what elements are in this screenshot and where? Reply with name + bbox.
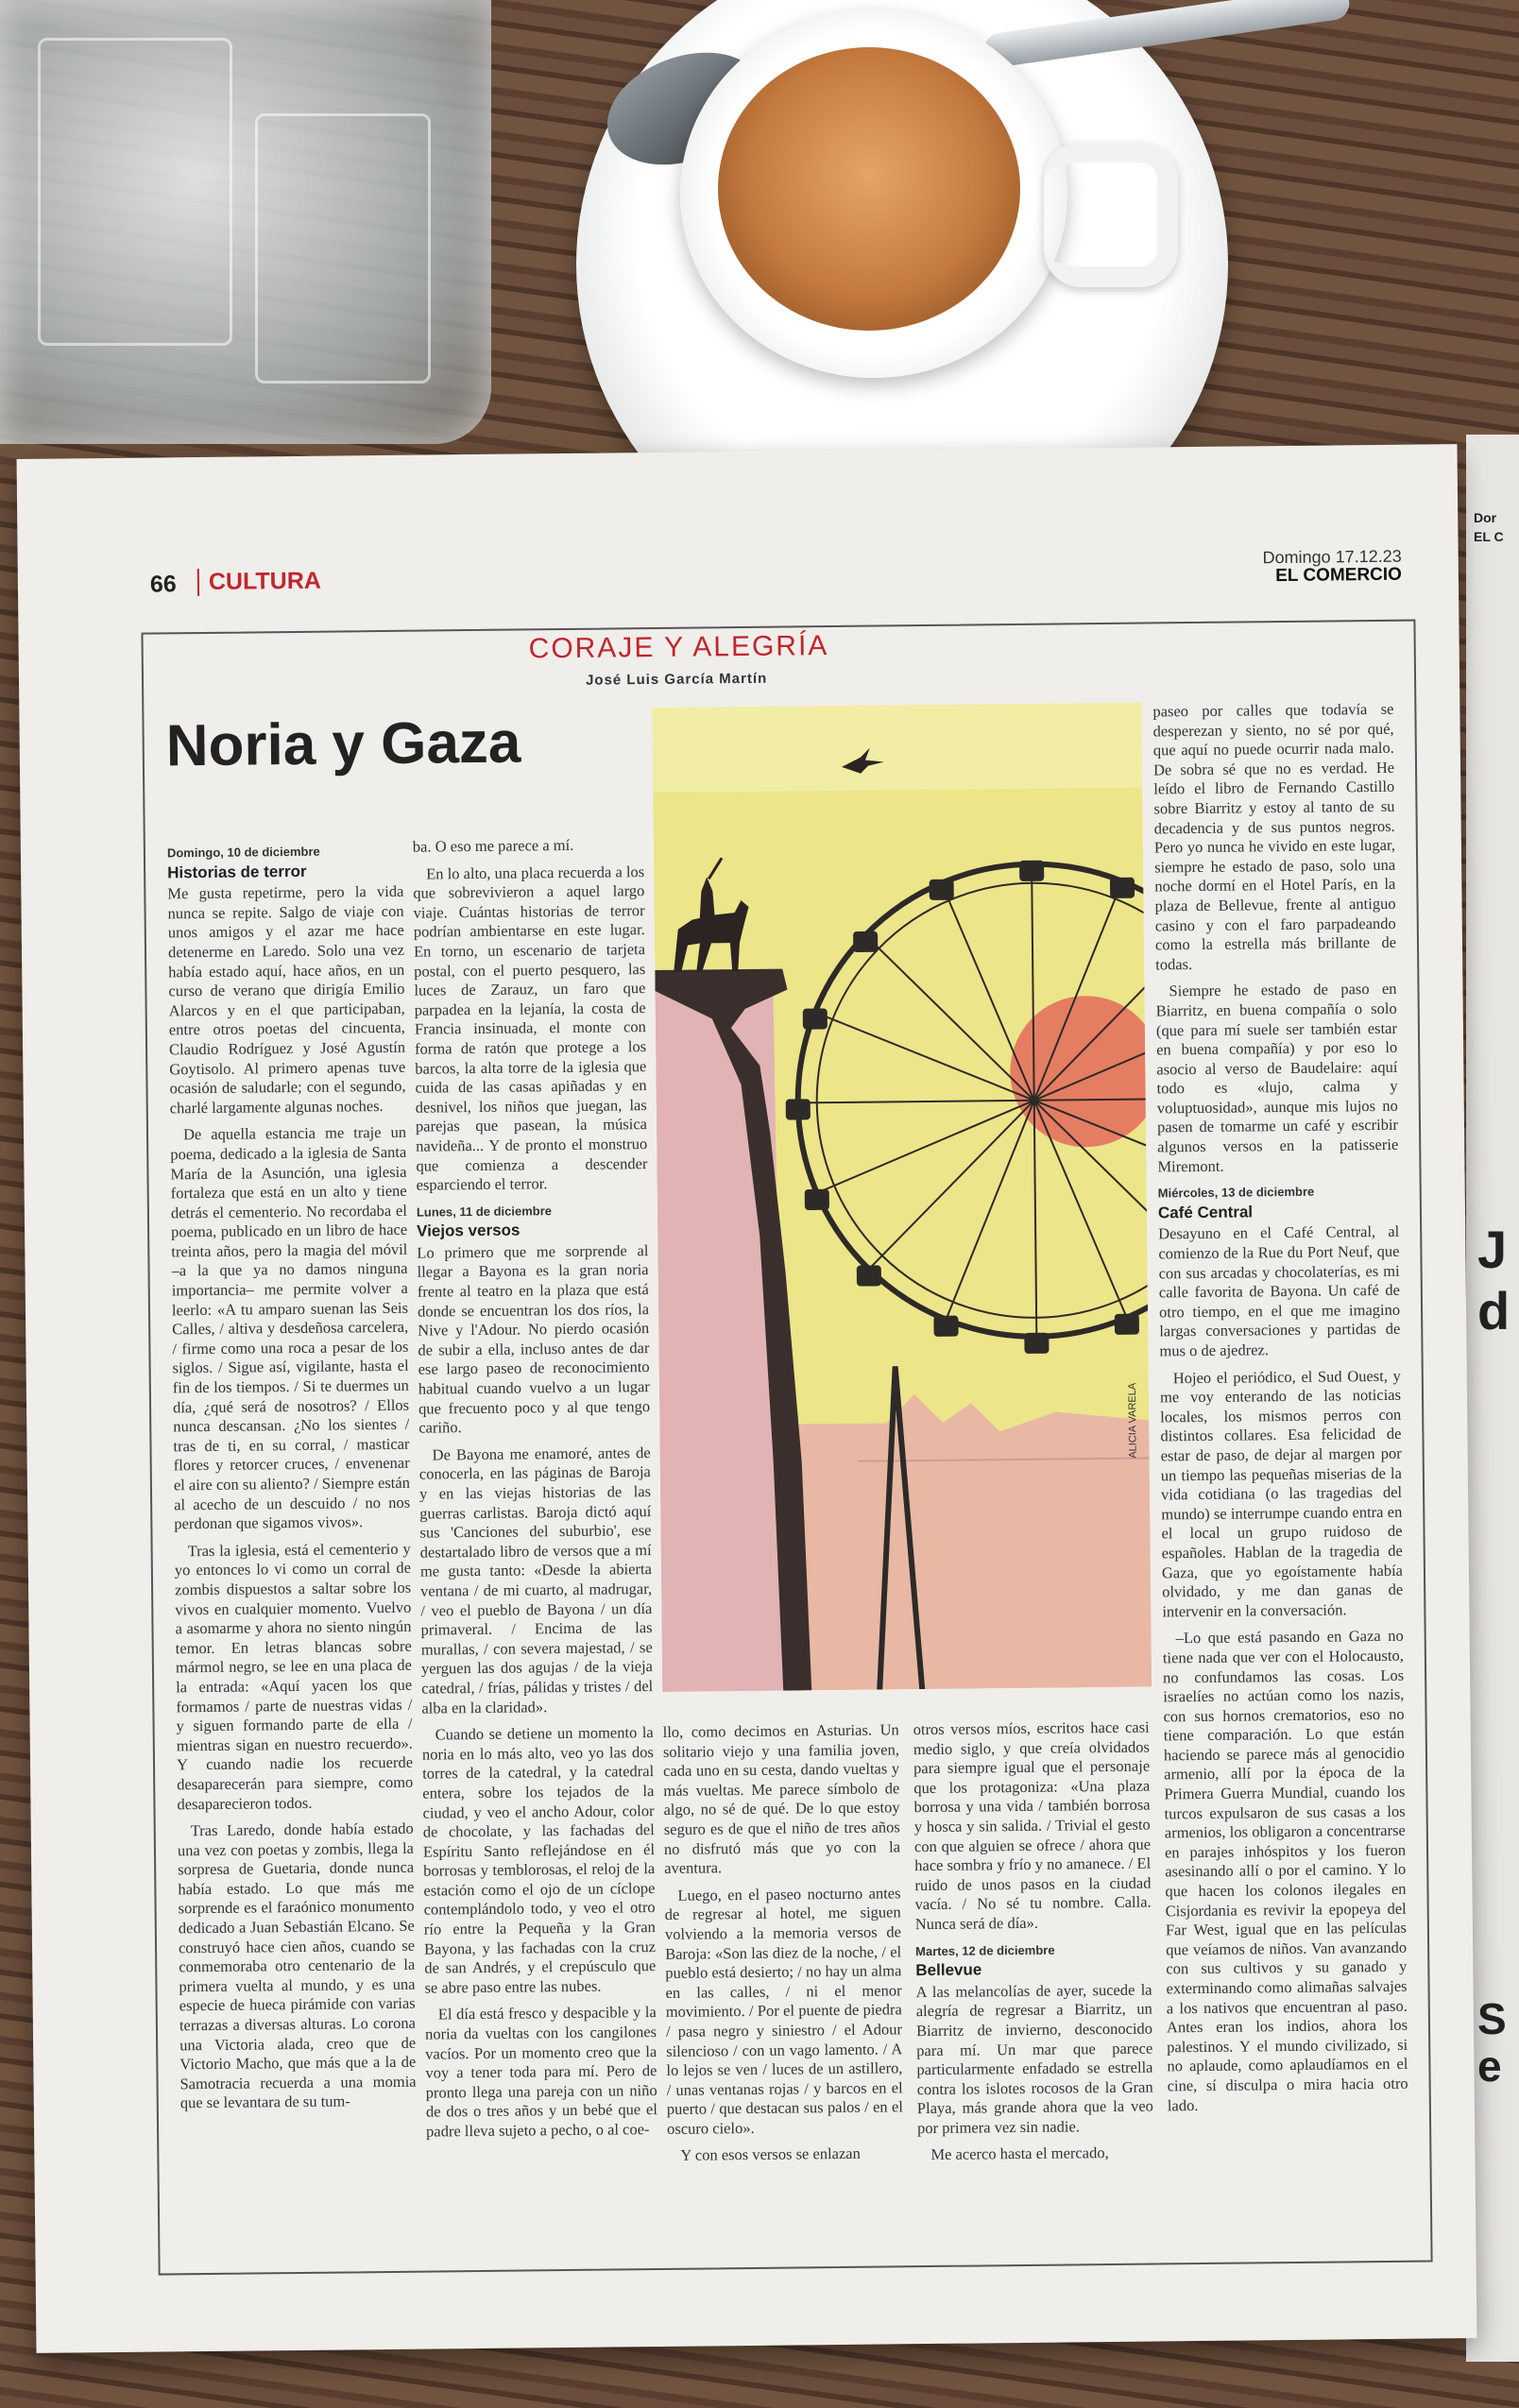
paragraph: A las melancolías de ayer, sucede la alegría de regresar a Biarritz, un Biarritz de invierno, desconocido para mí. Un mar que parece particularmente enfadado se estrella contra los islotes rocosos de la Gran Playa, más grande ahora que la veo por primera vez sin nadie. — [915, 1980, 1153, 2138]
wheel-cabin — [803, 1008, 828, 1029]
paragraph: Cuando se detiene un momento la noria en lo más alto, veo yo las dos torres de la catedral, y la catedral entera, sobre los tejados de la ciudad, y veo el ancho Adour, color de chocolate, y las fachadas del Espíritu Santo reflejándose en él borrosas y temblorosas, el reloj de la estación como el ojo de un cíclope contemplándolo todo, y veo el otro río entre la Pequeña y la Gran Bayona, y las fachadas con la cruz de san Andrés, y el crepúsculo que se abre paso entre las nubes. — [421, 1723, 657, 1997]
paragraph: Luego, en el paseo nocturno antes de regresar al hotel, me siguen volviendo a la memoria versos de Baroja: «Son las diez de la noche, / el pueblo está desierto; / no hay un alma en las calles, / ni el menor movimiento. / Por el puente de piedra / pasa negro y siniestro / el Adour silencioso / con un vago lamento. / A lo lejos se ven / luces de un astillero, / unas ventanas rojas / y barcos en el puerto / que destacan sus palos / en el oscuro cielo». — [664, 1884, 903, 2138]
espresso — [718, 47, 1020, 331]
entry-date: Miércoles, 13 de diciembre — [1157, 1184, 1315, 1201]
glass-facet — [38, 38, 232, 346]
wheel-cabin — [933, 1316, 958, 1337]
newspaper-page — [17, 444, 1477, 2353]
section-name: CULTURA — [197, 568, 321, 596]
paragraph: Siempre he estado de paso en Biarritz, en buena compañía o solo (que para mí suele ser también estar en buena compañía) y por eso lo asocio al verso de Baudelaire: aquí todo es «lujo, calma y voluptuosidad», aunque mis lujos no pasen de tomarme un café y escribir algunos versos en la patisserie Miremont. — [1155, 980, 1399, 1176]
article-column-1 — [167, 838, 418, 2267]
paragraph: De Bayona me enamoré, antes de conocerla, en las páginas de Baroja y en las viejas historias de las guerras carlistas. Baroja dictó aquí sus 'Canciones del suburbio', ese destartalado libro de versos que a mí me gusta tanto: «Desde la abierta ventana / de mi cuarto, al madrugar, / veo el pueblo de Bayona / un día primaveral. / Encima de las murallas, / con severa majestad, / se yerguen las dos agujas / de la vieja catedral, / frías, pálidas y tristes / del alba en la claridad». — [418, 1443, 654, 1717]
wheel-cabin — [786, 1099, 811, 1119]
sky-top — [652, 703, 1142, 793]
next-page-letter: J — [1477, 1220, 1508, 1279]
entry-date: Martes, 12 de diciembre — [915, 1942, 1055, 1958]
next-page-paper: EL C — [1474, 529, 1504, 544]
paper-name: EL COMERCIO — [1275, 564, 1403, 587]
entry-subhead: Viejos versos — [417, 1221, 521, 1240]
paragraph: Hojeo el periódico, el Sud Ouest, y me voy enterando de las noticias locales, los mismos perros con distintos collares. Esa felicidad de estar de paso, de dejar al margen por un tiempo las pequeñas miserias de la vida cotidiana (o las tragedias del mundo) se interrumpe cuando entra en el local un grupo ruidoso de españoles. Hablan de la tragedia de Gaza, que yo egoístamente había olvidado, y me dan ganas de intervenir en la conversación. — [1159, 1366, 1404, 1621]
next-page-header: Dor — [1474, 510, 1497, 525]
wheel-cabin — [1115, 1314, 1139, 1335]
illustration-credit: ALICIA VARELA — [1126, 1382, 1139, 1459]
paragraph: –Lo que está pasando en Gaza no tiene nada que ver con el Holocausto, no confundamos las cosas. Los israelíes no actúan como los nazis, con sus hornos crematorios, eso no tiene comparación. Lo que están haciendo se parece más al genocidio armenio, allí por la época de la Primera Guerra Mundial, cuando los turcos expulsaron de sus casas a los armenios, los obligaron a concentrarse en parajes inhóspitos y los fueron asesinando allí o por el camino. Y lo que hacen los colonos ilegales en Cisjordania es revivir la epopeya del Far West, igual que en las películas que veíamos de niños. Van avanzando con sus cultivos y su ganado y exterminando como alimañas salvajes a los nativos que encuentran al paso. Antes eran los indios, ahora los palestinos. Y el mundo civilizado, si no aplaude, como aplaudíamos en el cine, sí disculpa o mira hacia otro lado. — [1162, 1627, 1408, 2114]
wheel-cabin — [1024, 1333, 1049, 1354]
wheel-cabin — [1110, 878, 1135, 898]
headline: Noria y Gaza — [165, 709, 521, 779]
article-column-3 — [663, 1720, 905, 2262]
paragraph: De aquella estancia me traje un poema, dedicado a la iglesia de Santa María de la Asunción, una iglesia fortaleza que está en un alto y tiene detrás el cementerio. No recordaba el poema, publicado en un libro de hace treinta años, pero la magia del móvil –a la que ya no damos ninguna importancia– me permite volver a leerlo: «A tu amparo suenan las Seis Calles, / altiva y desdeñosa carcelera, / firme como una roca a pesar de los siglos. / Sigue así, vigilante, hasta el fin de los tiempos. / Si te duermes un día, ¿qué será de nosotros? / Ellos nunca descansan. ¿No los sientes / tras de ti, en su corral, / masticar flores y retorcer cruces, / envenenar el aire con su aliento? / Siempre están al acecho de un descuido / no nos perdonan que sigamos vivos». — [170, 1123, 411, 1533]
wheel-cabin — [853, 931, 878, 952]
paragraph: Tras la iglesia, está el cementerio y yo entonces lo vi como un corral de zombis dispuestos a saltar sobre los vivos en cualquier momento. Vuelvo a asomarme y ahora no siento ningún temor. En letras blancas sobre mármol negro, se lee en una placa de la entrada: «Aquí yacen los que formamos / parte de nuestras vidas / y siguen formando parte de ella / mientras sigan en nuestro recuerdo». Y cuando nadie los recuerde desaparecerán para siempre, como desaparecieron todos. — [174, 1539, 414, 1813]
wheel-cabin — [1019, 861, 1044, 881]
paragraph: Lo primero que me sorprende al llegar a Bayona es la gran noria frente al teatro en la plaza que está donde se encuentran los dos ríos, la Nive y l'Adour. No pierdo ocasión de subir a ella, incluso antes de dar ese largo paseo de reconocimiento habitual cuando vuelvo a un lugar que frecuento poco y al que tengo cariño. — [417, 1240, 651, 1437]
paragraph: ba. O eso me parece a mí. — [412, 835, 574, 856]
paragraph: Desayuno en el Café Central, al comienzo de la Rue du Port Neuf, que con sus arcadas y chocolaterías, es mi calle favorita de Bayona. Un café de otro tiempo, en el que me imagino largas conversaciones y partidas de mus o de ajedrez. — [1158, 1222, 1401, 1360]
entry-date: Domingo, 10 de diciembre — [166, 844, 320, 861]
cup-handle — [1044, 142, 1178, 287]
entry-subhead: Historias de terror — [167, 862, 307, 881]
next-page-letter: S — [1477, 1994, 1507, 2043]
paragraph: llo, como decimos en Asturias. Un solitario viejo y una familia joven, cada uno en su cesta, dando vueltas y más vueltas. Me parece símbolo de algo, no sé de qué. De lo que estoy seguro es de que el niño de tres años no disfrutó más que yo con la aventura. — [662, 1720, 901, 1878]
article-column-2 — [413, 835, 659, 2263]
entry-date: Lunes, 11 de diciembre — [416, 1203, 553, 1220]
wheel-cabin — [805, 1189, 829, 1210]
paragraph: otros versos míos, escritos hace casi medio siglo, y que creía olvidados para siempre igual que el personaje que los protagoniza: «Una plaza borrosa y una vida / también borrosa y hosca y sin salida. / Trivial el gesto con que alguien se ofrece / ahora que hace sombra y frío y no amanece. / El ruido de unos pasos en la ciudad vacía. / No sé tu nombre. Calla. Nunca será de día». — [913, 1717, 1152, 1934]
illustration — [652, 703, 1152, 1692]
paragraph: Tras Laredo, donde había estado una vez con poetas y zombis, llega la sorpresa de Guetaria, donde nunca había estado. Lo que más me sorprende es el faraónico monumento dedicado a Juan Sebastián Elcano. Se construyó hace cien años, cuando se conmemoraba otro centenario de la primera vuelta al mundo, y es una especie de hueca pirámide con varias terrazas a diversas alturas. Lo corona una Victoria alada, creo que de Victorio Macho, que más que a la de Samotracia recuerda a una momia que se levantara de su tum- — [177, 1819, 417, 2112]
glass-facet — [255, 113, 431, 384]
ferris-wheel-illustration — [652, 703, 1152, 1692]
entry-subhead: Café Central — [1157, 1203, 1254, 1222]
paragraph: En lo alto, una placa recuerda a los que sobrevivieron a aquel largo viaje. Cuántas historias de terror podrían ambientarse en este lugar. En torno, un escenario de tarjeta postal, con el puerto pesquero, las luces de Zarauz, un faro que parpadea en la lejanía, la costa de Francia insinuada, el monte con forma de ratón que protege a los barcos, la alta torre de la iglesia que cuida de las casas apiñadas y en desnivel, los niños que juegan, las parejas que pasean, la música navideña... Y de pronto el monstruo que comienza a descender esparciendo el terror. — [413, 862, 648, 1194]
water-glass — [0, 0, 491, 444]
article-column-5 — [1152, 700, 1409, 2257]
paragraph: paseo por calles que todavía se desperezan y siento, no sé por qué, que aquí no puede ocurrir nada malo. De sobra sé que no es verdad. He leído el libro de Fernando Castillo sobre Biarritz y estoy al tanto de su decadencia y de sus puntos negros. Pero yo nunca he vivido en este lugar, siempre he estado de paso, solo una noche dormí en el Hotel París, en la plaza de Bellevue, frente al antiguo casino y con el faro parpadeando como la estrella más brillante de todas. — [1152, 699, 1397, 974]
article-column-4 — [913, 1718, 1155, 2260]
paragraph: Me acerco hasta el mercado, — [930, 2143, 1109, 2164]
page-date: Domingo 17.12.23 — [1262, 546, 1402, 568]
wheel-cabin — [930, 880, 954, 900]
page-number: 66 — [149, 571, 177, 598]
page-dateline — [1262, 547, 1402, 587]
paragraph: El día está fresco y despacible y la noria da vueltas con los cangilones vacíos. Por un momento creo que la voy a tener toda para mí. Pero de pronto llega una pareja con un niño de dos o tres años y un bebé que el padre lleva sujeto a pecho, o al coe- — [424, 2003, 657, 2141]
byline: José Luis García Martín — [585, 670, 768, 689]
entry-subhead: Bellevue — [915, 1960, 982, 1980]
paragraph: Me gusta repetirme, pero la vida nunca se repite. Salgo de viaje con unos amigos y el azar me hace detenerme en Laredo. Solo una vez había estado aquí, hace años, en un curso de verano que dirigía Emilio Alarcos y en el que participaban, entre otros poetas del cincuenta, Claudio Rodríguez y José Agustín Goytisolo. Al primero apenas tuve ocasión de saludarle; con el segundo, charlé largamente algunas noches. — [167, 881, 406, 1118]
next-page-letter: d — [1477, 1281, 1510, 1341]
column-kicker: CORAJE Y ALEGRÍA — [528, 630, 829, 665]
paragraph: Y con esos versos se enlazan — [680, 2144, 861, 2165]
wheel-cabin — [857, 1265, 881, 1286]
next-page-letter: e — [1477, 2041, 1502, 2091]
